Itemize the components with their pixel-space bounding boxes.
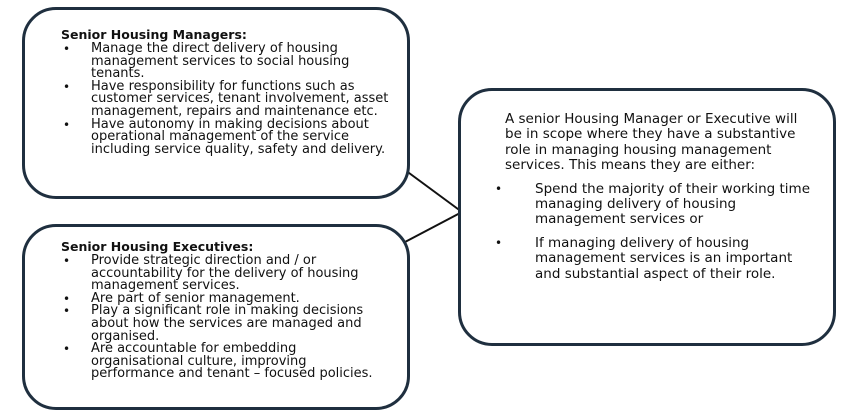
bullet-icon: •: [63, 254, 71, 268]
bullet-icon: •: [495, 181, 503, 196]
bullet-icon: •: [63, 79, 71, 94]
list-item: [495, 180, 811, 228]
list-item: [61, 43, 391, 81]
scope-intro-text: A senior Housing Manager or Executive will be in scope where they have a substantive role in managing housing management services. This means they are either:: [505, 111, 798, 174]
connector-executives-to-scope: [405, 212, 462, 242]
list-item: [495, 234, 811, 282]
managers-item-text: Have autonomy in making decisions about operational management of the service including service quality, safety and delivery.: [91, 116, 386, 157]
list-item: [61, 78, 391, 119]
executives-item-text: Play a significant role in making decisions about how the services are managed and organised.: [91, 303, 364, 344]
managers-item-text: Have responsibility for functions such as customer services, tenant involvement, asset management, repairs and maintenance etc.: [91, 78, 389, 119]
bullet-icon: •: [495, 235, 503, 250]
bullet-icon: •: [63, 291, 71, 306]
executives-item-text: Are accountable for embedding organisational culture, improving performance and tenant – focused policies.: [91, 341, 373, 382]
bullet-icon: •: [63, 42, 71, 56]
managers-title: Senior Housing Managers:: [61, 27, 247, 42]
scope-definition-box: [458, 88, 836, 346]
managers-item-text: Manage the direct delivery of housing management services to social housing tenants.: [91, 41, 350, 82]
executives-item-text: Are part of senior management.: [91, 290, 300, 306]
executives-item-text: Provide strategic direction and / or accountability for the delivery of housing management services.: [91, 253, 359, 294]
scope-item-text: Spend the majority of their working time managing delivery of housing management services or: [535, 180, 811, 228]
managers-list: [61, 43, 391, 156]
bullet-icon: •: [63, 117, 71, 132]
list-item: [61, 116, 391, 157]
scope-item-text: If managing delivery of housing management services is an important and substantial aspect of their role.: [535, 234, 793, 282]
bullet-icon: •: [63, 342, 71, 357]
senior-housing-managers-box: [22, 7, 410, 199]
list-item: [61, 255, 391, 293]
executives-title: Senior Housing Executives:: [61, 239, 254, 254]
list-item: [61, 305, 391, 343]
bullet-icon: •: [63, 304, 71, 319]
connector-managers-to-scope: [405, 170, 462, 212]
senior-housing-executives-box: [22, 224, 410, 410]
list-item: [61, 343, 391, 381]
scope-list: [495, 180, 811, 282]
executives-list: [61, 255, 391, 381]
